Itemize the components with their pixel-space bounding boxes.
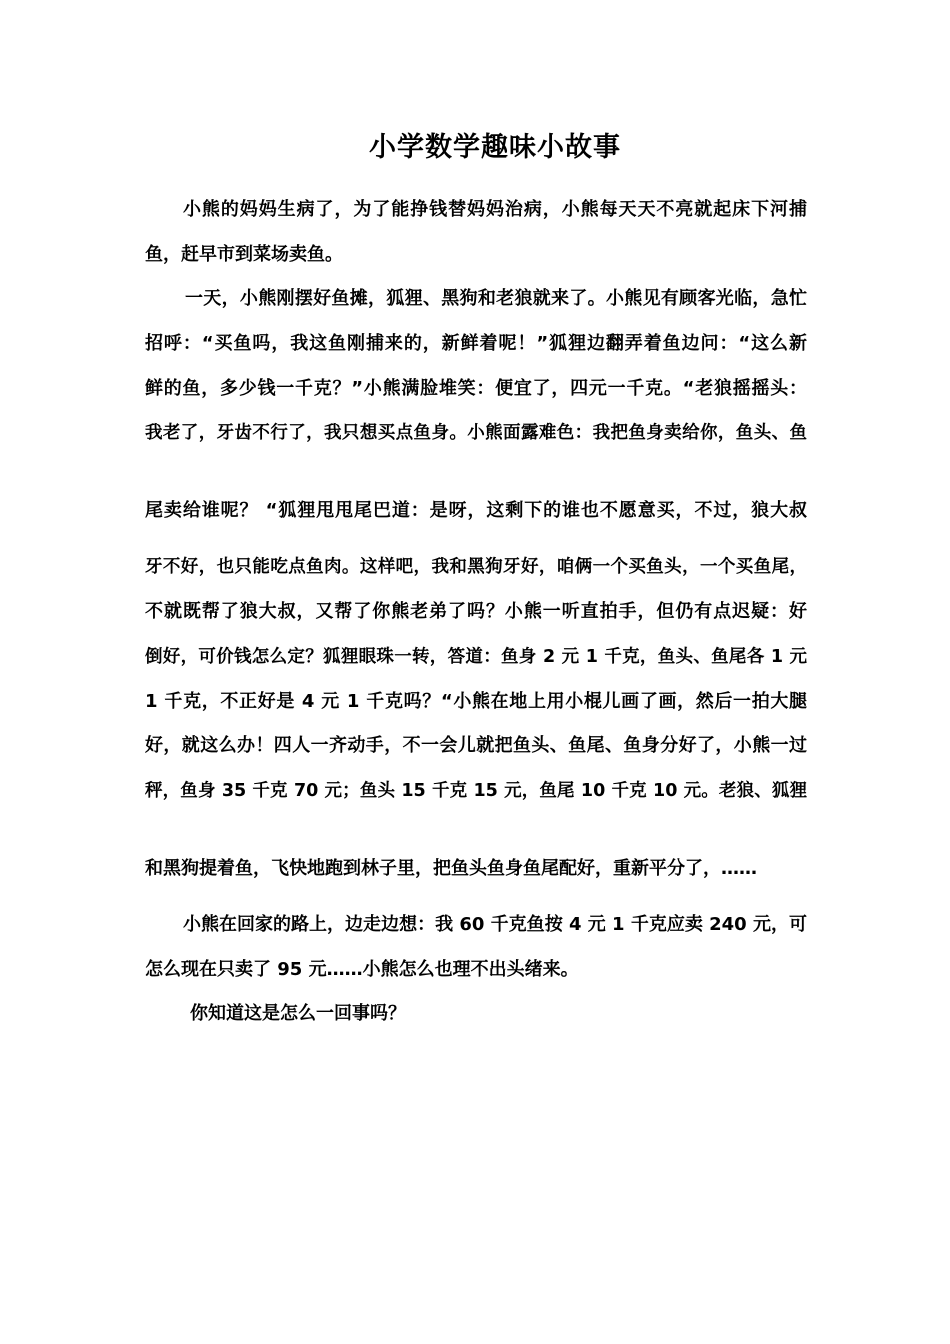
paragraph-line: 鱼，赶早市到菜场卖鱼。 [145, 244, 343, 265]
paragraph-line: 怎么现在只卖了 95 元……小熊怎么也理不出头绪来。 [145, 959, 579, 980]
document-title: 小学数学趣味小故事 [369, 132, 621, 163]
paragraph-line: 不就既帮了狼大叔，又帮了你熊老弟了吗？小熊一听直拍手，但仍有点迟疑：好 [145, 601, 807, 622]
paragraph-line: 小熊的妈妈生病了，为了能挣钱替妈妈治病，小熊每天天不亮就起床下河捕 [183, 199, 807, 220]
paragraph-line: 牙不好，也只能吃点鱼肉。这样吧，我和黑狗牙好，咱俩一个买鱼头，一个买鱼尾， [145, 557, 807, 577]
paragraph-line: 小熊在回家的路上，边走边想：我 60 千克鱼按 4 元 1 千克应卖 240 元，可 [183, 914, 807, 935]
paragraph-line: 我老了，牙齿不行了，我只想买点鱼身。小熊面露难色：我把鱼身卖给你，鱼头、鱼 [145, 423, 807, 443]
paragraph-line: 尾卖给谁呢？ “狐狸甩甩尾巴道：是呀，这剩下的谁也不愿意买，不过，狼大叔 [145, 500, 807, 521]
paragraph-line: 招呼：“买鱼吗，我这鱼刚捕来的，新鲜着呢！”狐狸边翻弄着鱼边问：“这么新 [145, 333, 807, 354]
paragraph-line: 和黑狗提着鱼，飞快地跑到林子里，把鱼头鱼身鱼尾配好，重新平分了，…… [145, 858, 757, 879]
paragraph-line: 好，就这么办！四人一齐动手，不一会儿就把鱼头、鱼尾、鱼身分好了，小熊一过 [145, 735, 807, 756]
paragraph-line: 秤，鱼身 35 千克 70 元；鱼头 15 千克 15 元，鱼尾 10 千克 10 元。老狼、狐狸 [145, 781, 807, 801]
paragraph-line: 1 千克，不正好是 4 元 1 千克吗？“小熊在地上用小棍儿画了画，然后一拍大腿 [145, 691, 807, 712]
paragraph-line: 你知道这是怎么一回事吗？ [190, 1003, 406, 1024]
paragraph-line: 倒好，可价钱怎么定？狐狸眼珠一转，答道：鱼身 2 元 1 千克，鱼头、鱼尾各 1 元 [145, 647, 807, 667]
paragraph-line: 鲜的鱼，多少钱一千克？”小熊满脸堆笑：便宜了，四元一千克。“老狼摇摇头： [145, 378, 807, 399]
paragraph-line: 一天，小熊刚摆好鱼摊，狐狸、黑狗和老狼就来了。小熊见有顾客光临，急忙 [185, 288, 807, 309]
